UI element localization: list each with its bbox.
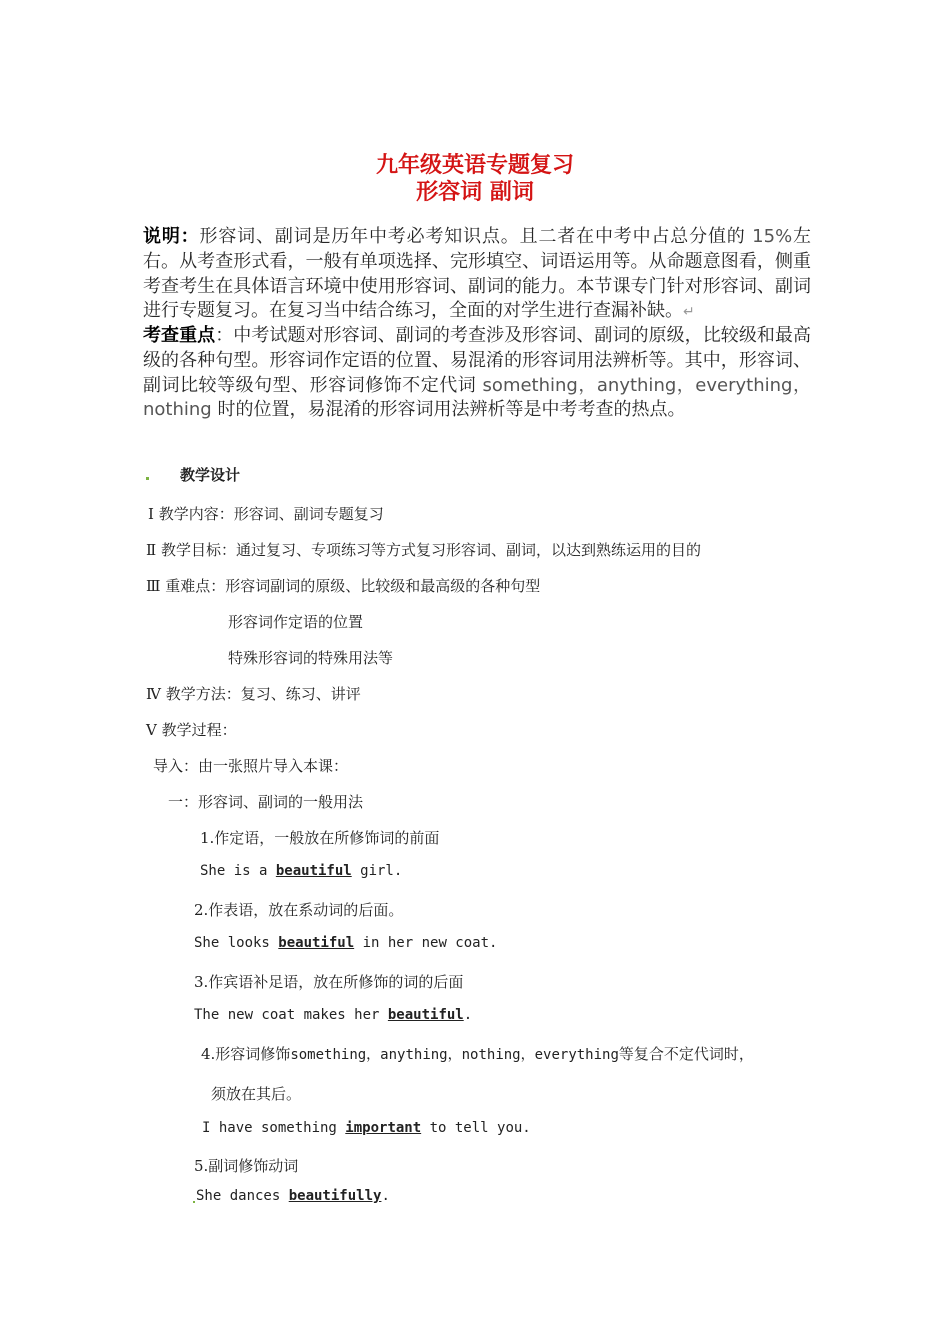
return-mark: ↵ <box>683 304 695 321</box>
focus-words: something，anything，everything，nothing <box>143 374 811 421</box>
list-item-method: Ⅳ 教学方法：复习、练习、讲评 <box>146 685 361 703</box>
explanation-text-a: 形容词、副词是历年中考必考知识点。且二者在中考中占总分值的 <box>199 226 753 247</box>
example-text: . <box>463 1007 473 1023</box>
usage-4-title-text: 4.形容词修饰 <box>201 1045 291 1063</box>
explanation-label: 说明： <box>143 226 200 247</box>
usage-2-example <box>194 935 497 951</box>
example-text: She dances <box>196 1188 289 1204</box>
usage-1-example <box>200 863 402 879</box>
intro-paragraph-explanation <box>143 225 811 325</box>
usage-3-title: 3.作宾语补足语，放在所修饰的词的后面 <box>194 973 464 991</box>
usage-4-title-text: 等复合不定代词时， <box>618 1045 754 1063</box>
example-text: to tell you. <box>421 1120 531 1136</box>
example-text: She is a <box>200 863 276 879</box>
list-item-key-points: Ⅲ 重难点：形容词副词的原级、比较级和最高级的各种句型 <box>146 577 541 595</box>
bullet-mark <box>146 477 149 480</box>
focus-text-a: ：中考试题对形容词、副词的考查涉及形容词、副词的原级，比较级和最高级的各种句型。形容词作定语的位置、易混淆的形容词用法辨析等。其中，形容词、副词比较等级句型、形容词修饰不定代词 <box>143 325 812 396</box>
intro-paragraph-focus <box>143 324 811 423</box>
example-keyword: beautiful <box>387 1007 464 1023</box>
focus-text-b: 时的位置，易混淆的形容词用法辨析等是中考考查的热点。 <box>211 399 686 421</box>
explanation-percent: 15% <box>752 226 793 247</box>
usage-5-example <box>196 1188 390 1204</box>
key-point-sub-1: 形容词作定语的位置 <box>228 613 364 631</box>
list-item-process: Ⅴ 教学过程： <box>146 721 237 739</box>
key-point-sub-2: 特殊形容词的特殊用法等 <box>228 649 394 667</box>
example-keyword: beautiful <box>275 863 352 879</box>
document-title: 九年级英语专题复习 <box>375 153 574 178</box>
example-text: The new coat makes her <box>194 1007 388 1023</box>
document-subtitle: 形容词 副词 <box>416 180 534 205</box>
example-text: I have something <box>202 1120 346 1136</box>
example-keyword: beautifully <box>288 1188 382 1204</box>
bullet-mark <box>193 1201 195 1203</box>
usage-4-title <box>201 1043 754 1064</box>
example-text: She looks <box>194 935 279 951</box>
example-keyword: important <box>345 1120 422 1136</box>
focus-label: 考查重点 <box>143 325 216 346</box>
example-text: girl. <box>351 863 403 879</box>
usage-4-example <box>202 1120 531 1136</box>
explanation-text-b: 左右。从考查形式看，一般有单项选择、完形填空、词语运用等。从命题意图看，侧重考查考生在具体语言环境中使用形容词、副词的能力。本节课专门针对形容词、副词进行专题复习。在复习当中结合练习，全面的对学生进行查漏补缺。 <box>143 226 812 322</box>
usage-4-title-words: something，anything，nothing，everything <box>290 1047 619 1063</box>
usage-4-title-continued: 须放在其后。 <box>211 1085 302 1103</box>
design-heading: 教学设计 <box>180 466 241 484</box>
usage-1-title: 1.作定语，一般放在所修饰词的前面 <box>200 829 440 847</box>
usage-2-title: 2.作表语，放在系动词的后面。 <box>194 901 404 919</box>
usage-3-example <box>194 1007 472 1023</box>
example-text: . <box>381 1188 390 1204</box>
example-text: in her new coat. <box>354 935 498 951</box>
lead-in: 导入：由一张照片导入本课： <box>153 757 349 775</box>
usage-5-title: 5.副词修饰动词 <box>194 1157 299 1175</box>
list-item-content: Ⅰ 教学内容：形容词、副词专题复习 <box>148 505 384 523</box>
section-heading-1: 一：形容词、副词的一般用法 <box>168 793 364 811</box>
list-item-goal: Ⅱ 教学目标：通过复习、专项练习等方式复习形容词、副词，以达到熟练运用的目的 <box>146 541 701 559</box>
example-keyword: beautiful <box>278 935 355 951</box>
